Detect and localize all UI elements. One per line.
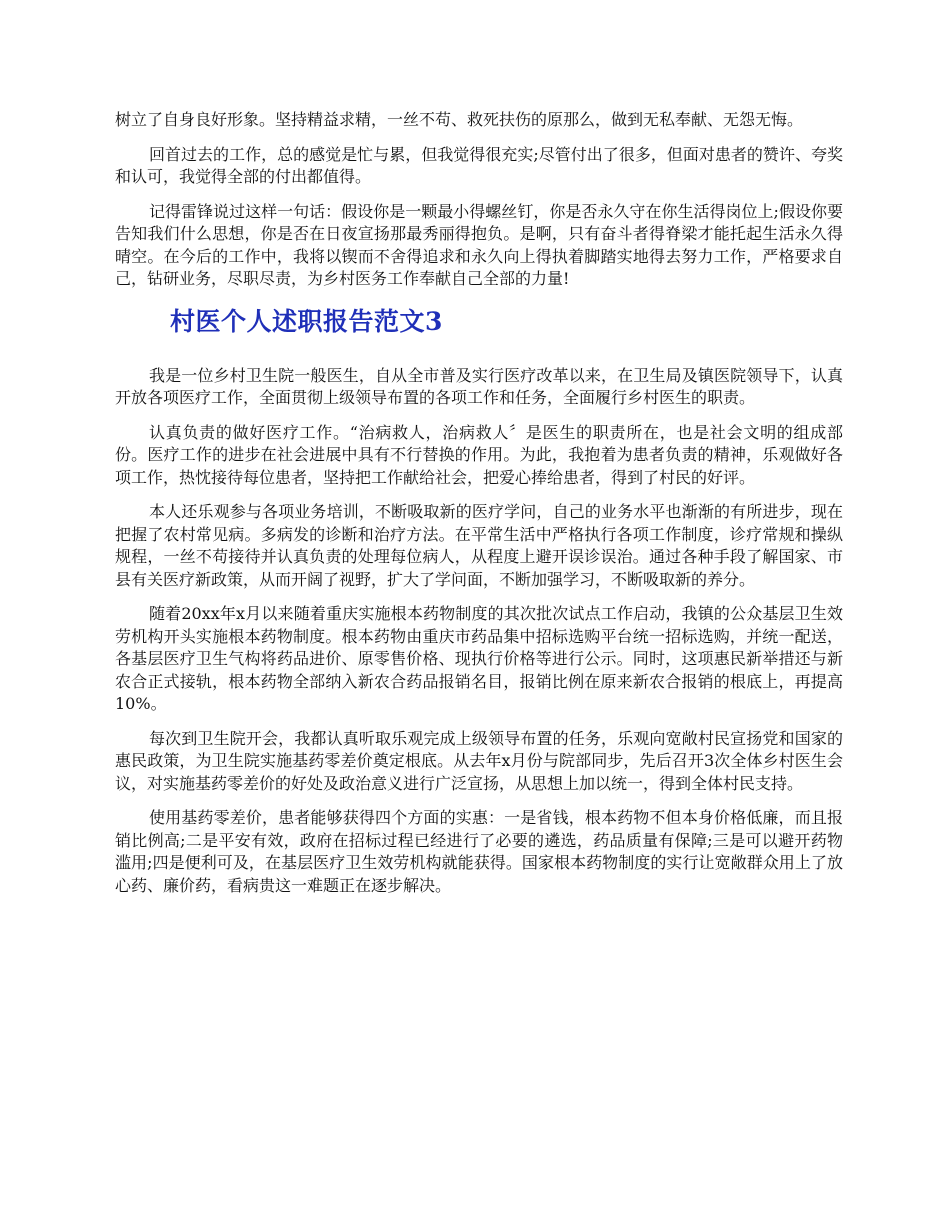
paragraph-continued: 树立了自身良好形象。坚持精益求精，一丝不苟、救死扶伤的原那么，做到无私奉献、无怨无悔。: [115, 110, 804, 129]
section-heading: 村医个人述职报告范文3: [170, 306, 443, 336]
paragraph-leifeng-quote: 记得雷锋说过这样一句话：假设你是一颗最小得螺丝钉，你是否永久守在你生活得岗位上;假设你要告知我们什么思想，你是否在日夜宣扬那最秀丽得抱负。是啊，只有奋斗者得脊梁才能托起生活永久得晴空。在今后的工作中，我将以锲而不舍得追求和永久向上得执着脚踏实地得去努力工作，严格要求自己，钻研业务，尽职尽责，为乡村医务工作奉献自己全部的力量!: [115, 201, 843, 288]
paragraph-intro: 我是一位乡村卫生院一般医生，自从全市普及实行医疗改革以来，在卫生局及镇医院领导下，认真开放各项医疗工作，全面贯彻上级领导布置的各项工作和任务，全面履行乡村医生的职责。: [115, 365, 843, 407]
paragraph-medical-work: 认真负责的做好医疗工作。“治病救人，治病救人〞是医生的职责所在，也是社会文明的组成部份。医疗工作的进步在社会进展中具有不行替换的作用。为此，我抱着为患者负责的精神，乐观做好各项工作，热忱接待每位患者，坚持把工作献给社会，把爱心捧给患者，得到了村民的好评。: [115, 422, 843, 487]
paragraph-training: 本人还乐观参与各项业务培训，不断吸取新的医疗学问，自己的业务水平也渐渐的有所进步，现在把握了农村常见病。多病发的诊断和治疗方法。在平常生活中严格执行各项工作制度，诊疗常规和操纵规程，一丝不苟接待并认真负责的处理每位病人，从程度上避开误诊误治。通过各种手段了解国家、市县有关医疗新政策，从而开阔了视野，扩大了学问面，不断加强学习，不断吸取新的养分。: [115, 502, 843, 589]
paragraph-meetings: 每次到卫生院开会，我都认真听取乐观完成上级领导布置的任务，乐观向宽敞村民宣扬党和国家的惠民政策，为卫生院实施基药零差价奠定根底。从去年x月份与院部同步，先后召开3次全体乡村医生会议，对实施基药零差价的好处及政治意义进行广泛宣扬，从思想上加以统一，得到全体村民支持。: [115, 728, 843, 793]
paragraph-reflection: 回首过去的工作，总的感觉是忙与累，但我觉得很充实;尽管付出了很多，但面对患者的赞许、夸奖和认可，我觉得全部的付出都值得。: [115, 144, 843, 186]
paragraph-benefits: 使用基药零差价，患者能够获得四个方面的实惠：一是省钱，根本药物不但本身价格低廉，而且报销比例高;二是平安有效，政府在招标过程已经进行了必要的遴选，药品质量有保障;三是可以避开药物滥用;四是便利可及，在基层医疗卫生效劳机构就能获得。国家根本药物制度的实行让宽敞群众用上了放心药、廉价药，看病贵这一难题正在逐步解决。: [115, 808, 843, 895]
document-body: [115, 109, 843, 909]
paragraph-essential-drugs: 随着20xx年x月以来随着重庆实施根本药物制度的其次批次试点工作启动，我镇的公众基层卫生效劳机构开头实施根本药物制度。根本药物由重庆市药品集中招标选购平台统一招标选购，并统一配送，各基层医疗卫生气构将药品进价、原零售价格、现执行价格等进行公示。同时，这项惠民新举措还与新农合正式接轨，根本药物全部纳入新农合药品报销名目，报销比例在原来新农合报销的根底上，再提高10%。: [115, 604, 843, 713]
